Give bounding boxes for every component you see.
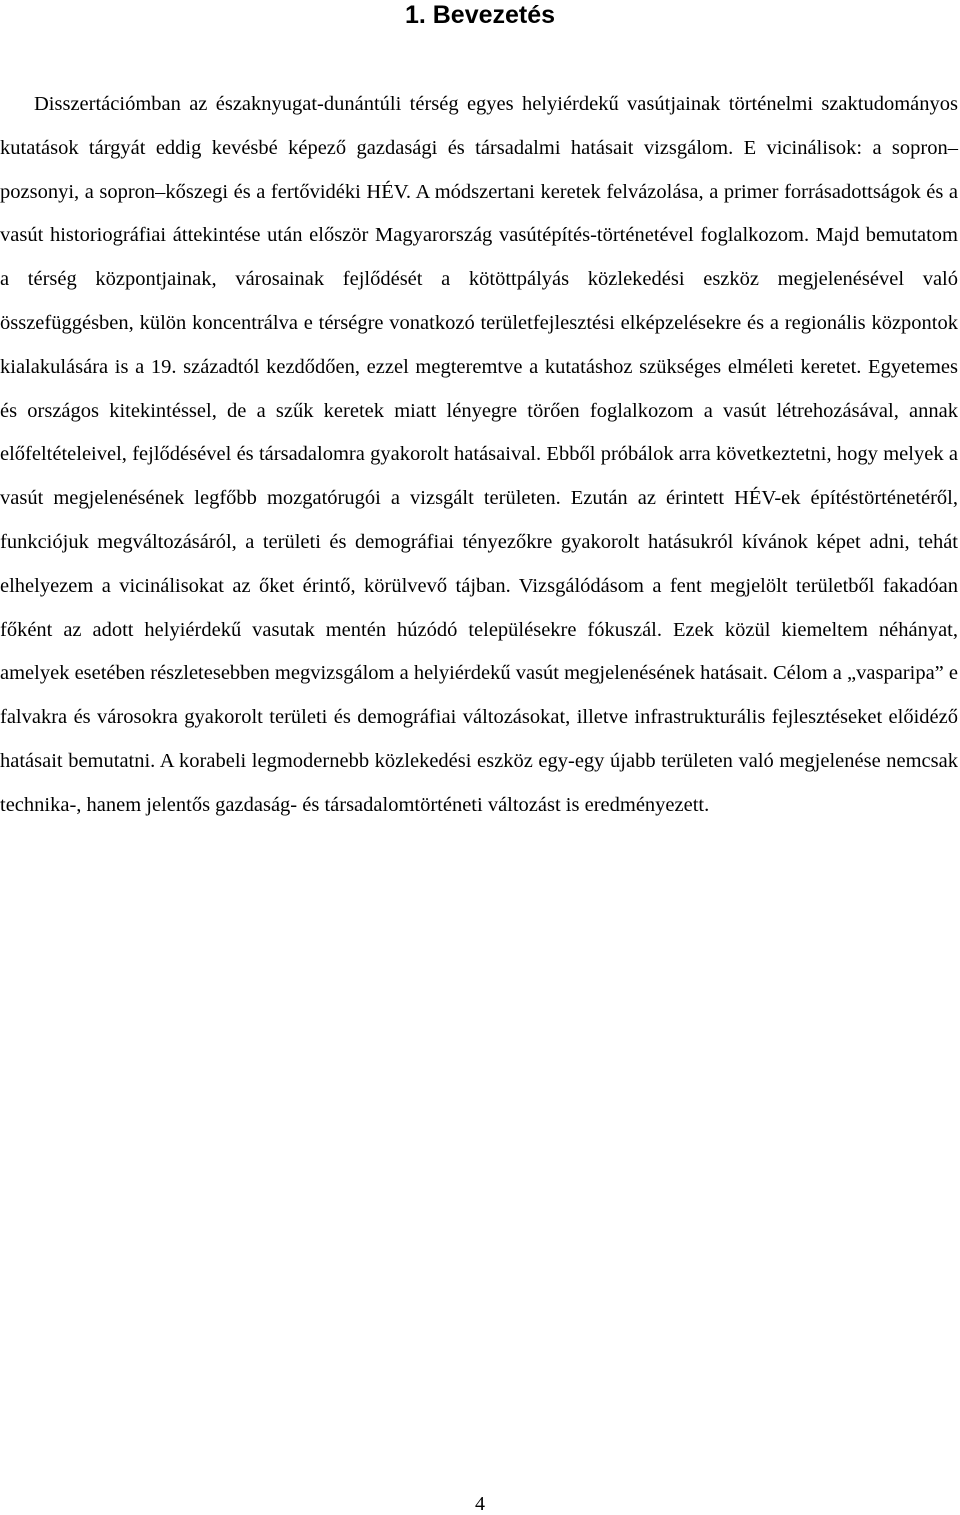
page-number: 4	[475, 1493, 485, 1515]
section-heading: 1. Bevezetés	[404, 1, 556, 29]
introduction-paragraph: Disszertációmban az északnyugat-dunántúli térség egyes helyiérdekű vasútjainak történelmi szaktudományos kutatások tárgyát eddig kevésbé képező gazdasági és társadalmi hatásait vizsgálom. E vicinálisok: a sopron–pozsonyi, a sopron–kőszegi és a fertővidéki HÉV. A módszertani keretek felvázolása, a primer forrásadottságok és a vasút historiográfiai áttekintése után először Magyarország vasútépítés-történetével foglalkozom. Majd bemutatom a térség központjainak, városainak fejlődését a kötöttpályás közlekedési eszköz megjelenésével való összefüggésben, külön koncentrálva e térségre vonatkozó területfejlesztési elképzelésekre és a regionális központok kialakulására is a 19. századtól kezdődően, ezzel megteremtve a kutatáshoz szükséges elméleti keretet. Egyetemes és országos kitekintéssel, de a szűk keretek miatt lényegre törően foglalkozom a vasút létrehozásával, annak előfeltételeivel, fejlődésével és társadalomra gyakorolt hatásaival. Ebből próbálok arra következtetni, hogy melyek a vasút megjelenésének legfőbb mozgatórugói a vizsgált területen. Ezután az érintett HÉV-ek építéstörténetéről, funkciójuk megváltozásáról, a területi és demográfiai tényezőkre gyakorolt hatásukról kívánok képet adni, tehát elhelyezem a vicinálisokat az őket érintő, körülvevő tájban. Vizsgálódásom a fent megjelölt területből fakadóan főként az adott helyiérdekű vasutak mentén húzódó településekre fókuszál. Ezek közül kiemeltem néhányat, amelyek esetében részletesebben megvizsgálom a helyiérdekű vasút megjelenésének hatásait. Célom a „vasparipa” e falvakra és városokra gyakorolt területi és demográfiai változásokat, illetve infrastrukturális fejlesztéseket előidéző hatásait bemutatni. A korabeli legmodernebb közlekedési eszköz egy-egy újabb területen való megjelenése nemcsak technika-, hanem jelentős gazdaság- és társadalomtörténeti változást is eredményezett.	[0, 93, 958, 816]
